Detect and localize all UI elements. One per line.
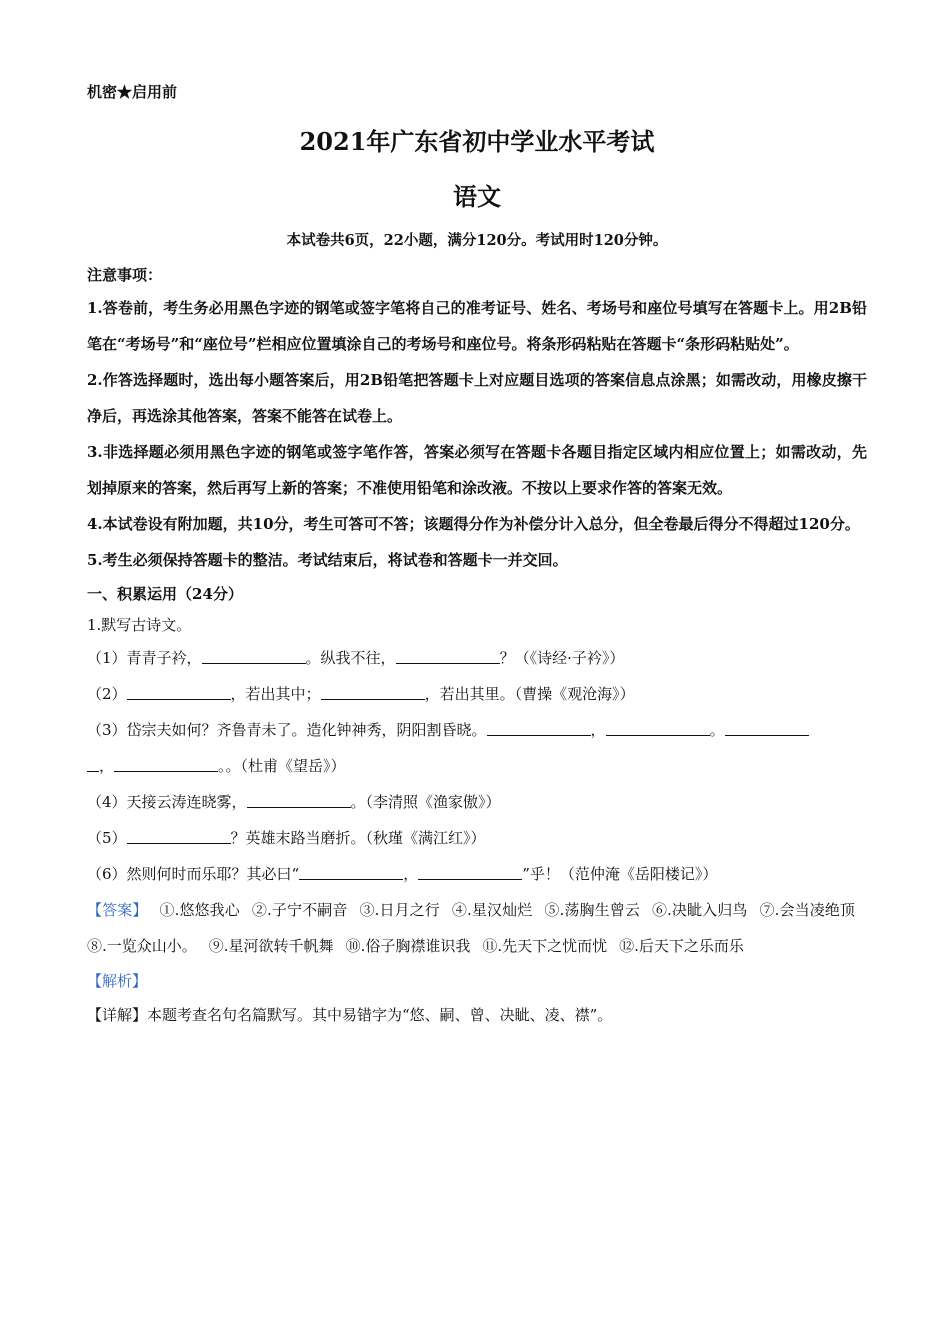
answer-tag: 【答案】	[87, 901, 148, 919]
line-text: ，若出其里。（曹操《观沧海》）	[424, 685, 635, 703]
answer-blank	[127, 681, 231, 700]
question-line-2	[87, 676, 867, 712]
line-text: ，	[99, 757, 115, 775]
line-text: （2）	[87, 685, 127, 703]
answer-blank	[396, 645, 500, 664]
notice-item-3: 3.非选择题必须用黑色字迹的钢笔或签字笔作答，答案必须写在答题卡各题目指定区域内相应位置上；如需改动，先划掉原来的答案，然后再写上新的答案；不准使用铅笔和涂改液。不按以上要求作答的答案无效。	[87, 443, 867, 497]
answer-blank	[487, 717, 591, 736]
confidential-label: 机密★启用前	[87, 83, 178, 101]
question-line-5	[87, 820, 867, 856]
line-text: （4）天接云涛连晓雾，	[87, 793, 247, 811]
line-text: （1）青青子衿，	[87, 649, 202, 667]
question-line-6	[87, 856, 867, 892]
question-line-4	[87, 784, 867, 820]
exam-info: 本试卷共6页，22小题，满分120分。考试用时120分钟。	[286, 232, 668, 249]
line-text: 。	[709, 721, 725, 739]
analysis-tag: 【解析】	[87, 972, 148, 990]
notice-item-2: 2.作答选择题时，选出每小题答案后，用2B铅笔把答题卡上对应题目选项的答案信息点涂黑；如需改动，用橡皮擦干净后，再选涂其他答案，答案不能答在试卷上。	[87, 371, 867, 425]
answer-blank	[606, 717, 710, 736]
answer-item: ③.日月之行	[359, 901, 440, 919]
answer-blank	[247, 789, 351, 808]
question-line-3-cont	[87, 748, 867, 784]
answer-item: ②.子宁不嗣音	[251, 901, 348, 919]
line-text: （5）	[87, 829, 127, 847]
line-text: ，若出其中；	[230, 685, 321, 703]
answer-item: ④.星汉灿烂	[451, 901, 533, 919]
notice-item-5: 5.考生必须保持答题卡的整洁。考试结束后，将试卷和答题卡一并交回。	[87, 551, 568, 569]
answer-item: ⑧.一览众山小。	[87, 937, 197, 955]
answer-blank	[299, 861, 403, 880]
subject-title: 语文	[453, 182, 501, 211]
answer-blank	[202, 645, 306, 664]
answer-blank	[114, 753, 218, 772]
answer-item: ⑨.星河欲转千帆舞	[208, 937, 334, 955]
analysis-detail: 【详解】本题考查名句名篇默写。其中易错字为“悠、嗣、曾、决眦、凌、襟”。	[87, 1006, 613, 1024]
answer-item: ⑩.俗子胸襟谁识我	[345, 937, 471, 955]
answer-item: ①.悠悠我心	[159, 901, 240, 919]
answer-blank	[725, 717, 809, 736]
exam-title: 2021年广东省初中学业水平考试	[299, 127, 655, 156]
section-heading: 一、积累运用（24分）	[87, 585, 243, 603]
question-line-1	[87, 640, 867, 676]
notice-item-4: 4.本试卷设有附加题，共10分，考生可答可不答；该题得分作为补偿分计入总分，但全卷最后得分不得超过120分。	[87, 515, 860, 533]
line-text: 。纵我不往，	[305, 649, 396, 667]
notice-heading: 注意事项：	[87, 266, 163, 284]
answer-blank	[127, 825, 231, 844]
question-line-3	[87, 712, 867, 748]
answer-item: ⑪.先天下之忧而忧	[482, 937, 608, 955]
answer-blank	[87, 753, 99, 772]
answer-item: ⑤.荡胸生曾云	[544, 901, 640, 919]
question-title: 1.默写古诗文。	[87, 616, 192, 634]
answer-item: ⑥.决眦入归鸟	[651, 901, 748, 919]
line-text: 。。（杜甫《望岳》）	[218, 757, 346, 775]
line-text: ”乎！（范仲淹《岳阳楼记》）	[522, 865, 718, 883]
answer-item: ⑫.后天下之乐而乐	[619, 937, 744, 955]
answer-blank	[418, 861, 522, 880]
notice-item-1: 1.答卷前，考生务必用黑色字迹的钢笔或签字笔将自己的准考证号、姓名、考场号和座位号填写在答题卡上。用2B铅笔在“考场号”和“座位号”栏相应位置填涂自己的考场号和座位号。将条形码粘贴在答题卡“条形码粘贴处”。	[87, 299, 867, 353]
answer-blank	[321, 681, 425, 700]
line-text: （6）然则何时而乐耶？其必曰“	[87, 865, 300, 883]
line-text: ？英雄末路当磨折。（秋瑾《满江红》）	[230, 829, 486, 847]
answer-item: ⑦.会当凌绝顶	[759, 901, 855, 919]
line-text: ，	[403, 865, 419, 883]
line-text: ，	[590, 721, 606, 739]
line-text: 。（李清照《渔家傲》）	[350, 793, 501, 811]
answer-block	[87, 892, 867, 964]
line-text: （3）岱宗夫如何？齐鲁青未了。造化钟神秀，阴阳割昏晓。	[87, 721, 487, 739]
line-text: ？（《诗经·子衿》）	[499, 649, 625, 667]
exam-page	[87, 78, 867, 1032]
